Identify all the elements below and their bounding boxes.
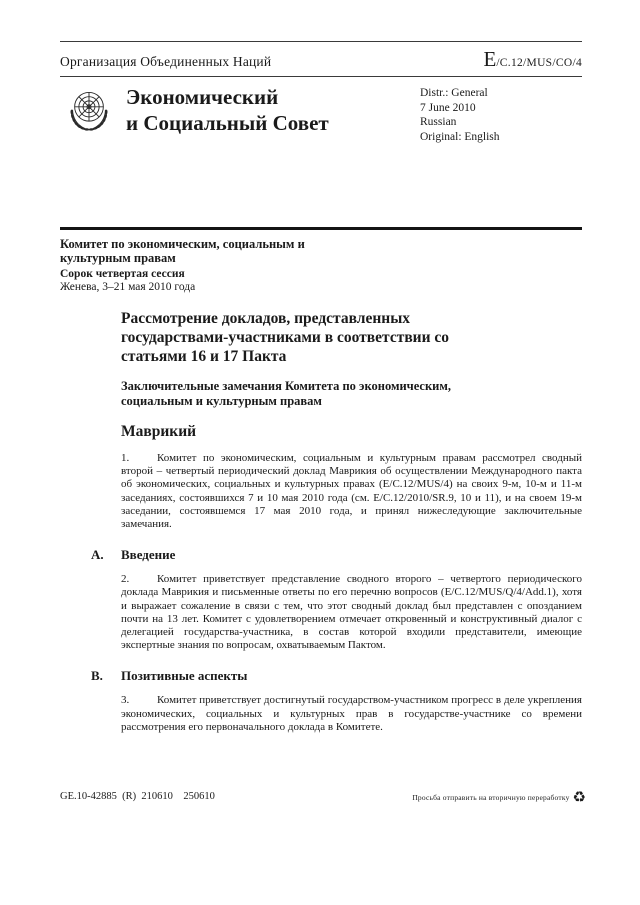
original-line: Original: English xyxy=(420,130,500,143)
date-line: 7 June 2010 xyxy=(420,101,476,114)
section-a-heading xyxy=(91,547,582,562)
masthead xyxy=(60,41,582,77)
committee-name: Комитет по экономическим, социальным и культурным правам xyxy=(60,237,305,265)
session-venue: Женева, 3–21 мая 2010 года xyxy=(60,280,196,293)
country-heading: Маврикий xyxy=(121,423,197,440)
recycle-note-text: Просьба отправить на вторичную переработку xyxy=(412,793,570,802)
section-letter: B. xyxy=(91,668,103,684)
doc-symbol-number: /C.12/MUS/CO/4 xyxy=(496,57,582,69)
document-subtitle: Заключительные замечания Комитета по экономическим, социальным и культурным правам xyxy=(121,379,452,408)
session-title: Сорок четвертая сессия xyxy=(60,268,185,280)
section-title: Введение xyxy=(121,547,176,563)
doc-symbol xyxy=(483,49,582,71)
section-letter: A. xyxy=(91,547,104,563)
document-title: Рассмотрение докладов, представленных государствами-участниками в соответствии со статьями 16 и 17 Пакта xyxy=(121,310,450,365)
council-title-line1: Экономический xyxy=(126,85,279,109)
divider-rule xyxy=(60,227,582,230)
doc-symbol-series: E xyxy=(483,47,497,71)
org-name: Организация Объединенных Наций xyxy=(60,54,272,69)
distribution-block xyxy=(420,86,500,144)
distr-line: Distr.: General xyxy=(420,87,488,99)
footer-recycle-note xyxy=(412,790,586,805)
paragraph-2 xyxy=(121,573,582,652)
paragraph-text: Комитет приветствует достигнутый государством-участником прогресс в деле укрепления экономических, социальных и культурных прав в государстве-участнике со времени рассмотрения его первоначального доклада в Комитете. xyxy=(121,694,582,733)
document-body xyxy=(60,238,582,734)
paragraph-number: 1. xyxy=(121,452,130,464)
un-emblem-icon xyxy=(62,84,116,138)
recycle-icon: ♻ xyxy=(572,788,586,806)
paragraph-text: Комитет приветствует представление сводного второго – четвертого периодического доклада Маврикия и письменные ответы по его перечню вопросов (E/C.12/MUS/Q/4/Add.1), хотя и выражает сожаление в связи с тем, что этот сводный доклад был представлен с опозданием почти на 13 лет. Комитет с удовлетворением отмечает откровенный и конструктивный диалог с делегацией государства-участника, в состав которой входили представители, имеющие экспертные знания по вопросам, охватываемым Пактом. xyxy=(121,573,582,652)
paragraph-3 xyxy=(121,694,582,734)
footer-document-code: GE.10-42885 (R) 210610 250610 xyxy=(60,791,215,802)
section-b-heading xyxy=(91,668,582,683)
council-title-line2: и Социальный Совет xyxy=(126,111,329,135)
paragraph-1 xyxy=(121,452,582,531)
language-line: Russian xyxy=(420,116,457,128)
paragraph-number: 3. xyxy=(121,694,130,707)
council-title xyxy=(126,84,329,136)
section-title: Позитивные аспекты xyxy=(121,668,248,684)
paragraph-number: 2. xyxy=(121,573,130,586)
paragraph-text: Комитет по экономическим, социальным и культурным правам рассмотрел сводный второй – четвертый периодический доклад Маврикия об осуществлении Международного пакта об экономических, социальных и культурных правах (E/C.12/MUS/4) на своих 9-м, 10-м и 11-м заседаниях, состоявшихся 7 и 10 мая 2010 года (см. E/C.12/2010/SR.9, 10 и 11), и на своем 19-м заседании, состоявшемся 17 мая 2010 года, и принял нижеследующие заключительные замечания. xyxy=(121,452,582,531)
